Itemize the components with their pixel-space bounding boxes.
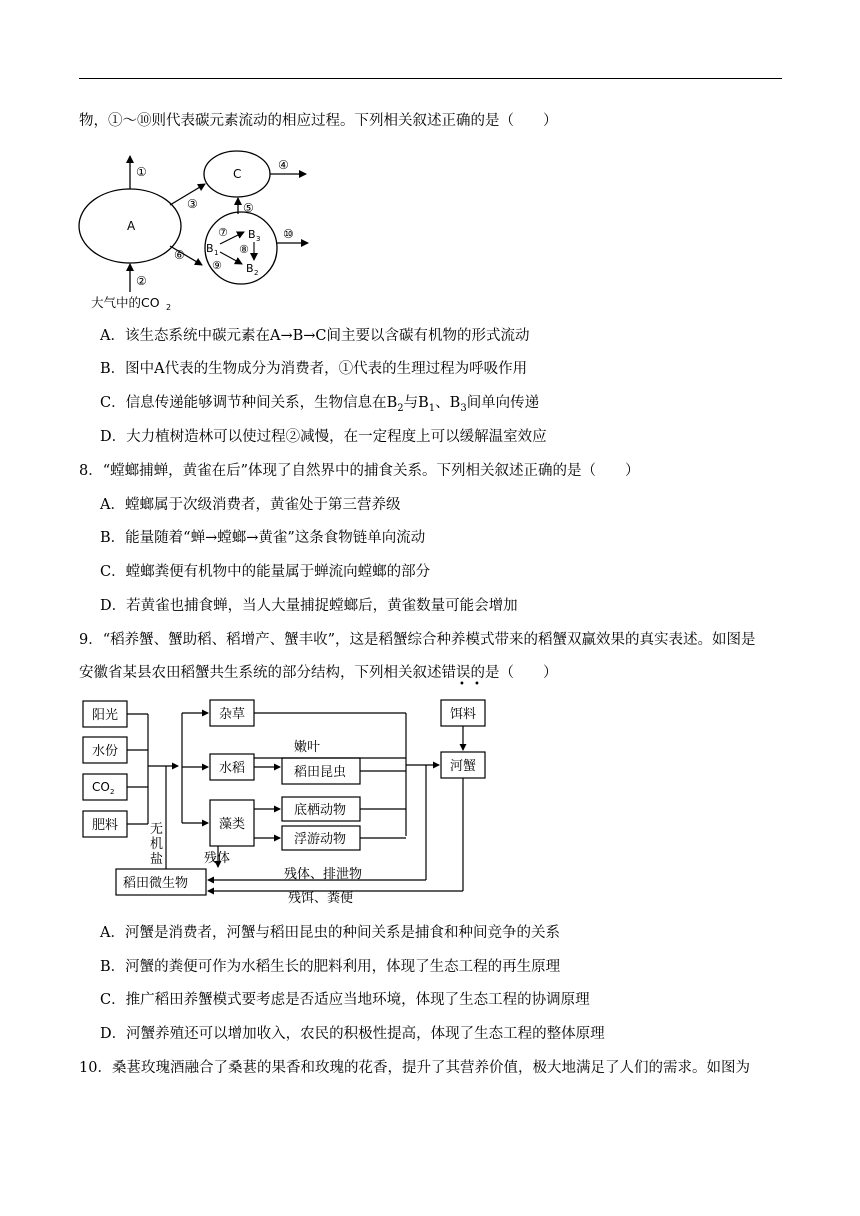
node-a-label: A bbox=[127, 219, 136, 233]
emphasis-dot: • bbox=[459, 679, 465, 690]
svg-text:2: 2 bbox=[166, 303, 172, 312]
q7-option-b: B．图中A代表的生物成分为消费者，①代表的生理过程为呼吸作用 bbox=[100, 361, 528, 377]
arrow-9-label: ⑨ bbox=[212, 259, 222, 272]
q9-option-d: D．河蟹养殖还可以增加收入，农民的积极性提高，体现了生态工程的整体原理 bbox=[100, 1026, 605, 1042]
benthic-animals-box: 底栖动物 bbox=[294, 803, 347, 818]
q7-intro: 物，①～⑩则代表碳元素流动的相应过程。下列相关叙述正确的是（ ） bbox=[79, 113, 558, 129]
rice-crab-system-diagram bbox=[78, 696, 508, 904]
arrow-3-label: ③ bbox=[187, 197, 198, 211]
q7-option-a: A．该生态系统中碳元素在A→B→C间主要以含碳有机物的形式流动 bbox=[100, 328, 530, 344]
microbes-box: 稻田微生物 bbox=[123, 876, 189, 891]
weeds-box: 杂草 bbox=[219, 707, 246, 722]
node-b1-label: B bbox=[206, 242, 214, 255]
q8-option-a: A．螳螂属于次级消费者，黄雀处于第三营养级 bbox=[100, 497, 401, 513]
node-b2-label: B bbox=[246, 262, 254, 275]
atmospheric-co2-label: 大气中的CO bbox=[91, 295, 160, 310]
water-box: 水份 bbox=[92, 744, 119, 759]
q8-stem: 8．“螳螂捕蝉，黄雀在后”体现了自然界中的捕食关系。下列相关叙述正确的是（ ） bbox=[79, 463, 640, 479]
emphasis-dot: • bbox=[474, 679, 480, 690]
q9-option-c: C．推广稻田养蟹模式要考虑是否适应当地环境，体现了生态工程的协调原理 bbox=[100, 992, 590, 1008]
q8-option-d: D．若黄雀也捕食蝉，当人大量捕捉螳螂后，黄雀数量可能会增加 bbox=[100, 598, 518, 614]
q9-stem-line2: 安徽省某县农田稻蟹共生系统的部分结构，下列相关叙述错误的是（ ） bbox=[79, 665, 558, 681]
q7-option-c: C．信息传递能够调节种间关系，生物信息在$B_2$与$B_1$、$B_3$间单向传递 bbox=[100, 395, 540, 414]
rice-box: 水稻 bbox=[219, 761, 246, 776]
node-b3-label: B bbox=[248, 228, 256, 241]
tender-leaves-label: 嫩叶 bbox=[294, 740, 321, 755]
algae-box: 藻类 bbox=[219, 817, 246, 832]
q8-option-b: B．能量随着“蝉→螳螂→黄雀”这条食物链单向流动 bbox=[100, 530, 426, 546]
feed-box: 饵料 bbox=[450, 707, 477, 722]
arrow-8-label: ⑧ bbox=[239, 243, 249, 256]
q9-stem-line1: 9．“稻养蟹、蟹助稻、稻增产、蟹丰收”，这是稻蟹综合种养模式带来的稻蟹双赢效果的真实表述。如图是 bbox=[79, 632, 756, 648]
arrow-5-label: ⑤ bbox=[243, 201, 254, 215]
rice-insects-box: 稻田昆虫 bbox=[294, 765, 347, 780]
fertilizer-box: 肥料 bbox=[92, 818, 119, 833]
arrow-10-label: ⑩ bbox=[283, 227, 294, 241]
node-c-label: C bbox=[233, 167, 242, 181]
arrow-2-label: ② bbox=[136, 274, 147, 288]
svg-text:机: 机 bbox=[150, 837, 164, 852]
arrow-1-label: ① bbox=[136, 165, 147, 179]
sunlight-box: 阳光 bbox=[92, 708, 119, 723]
arrow-4-label: ④ bbox=[278, 158, 289, 172]
carbon-cycle-diagram bbox=[78, 148, 338, 316]
remains-excreta-label: 残体、排泄物 bbox=[284, 867, 363, 882]
svg-text:盐: 盐 bbox=[150, 852, 164, 867]
remains-label: 残体 bbox=[204, 851, 231, 866]
q7-option-d: D．大力植树造林可以使过程②减慢，在一定程度上可以缓解温室效应 bbox=[100, 429, 547, 445]
crab-box: 河蟹 bbox=[450, 759, 477, 774]
q10-stem: 10．桑葚玫瑰酒融合了桑葚的果香和玫瑰的花香，提升了其营养价值，极大地满足了人们的需求。如图为 bbox=[79, 1060, 750, 1076]
bait-feces-label: 残饵、粪便 bbox=[288, 891, 354, 904]
svg-text:2: 2 bbox=[110, 788, 115, 796]
q9-option-b: B．河蟹的粪便可作为水稻生长的肥料利用，体现了生态工程的再生原理 bbox=[100, 959, 561, 975]
arrow-7-label: ⑦ bbox=[218, 226, 228, 239]
svg-text:1: 1 bbox=[214, 249, 219, 257]
svg-text:2: 2 bbox=[254, 269, 259, 277]
co2-box: CO bbox=[92, 780, 110, 794]
q8-option-c: C．螳螂粪便有机物中的能量属于蝉流向螳螂的部分 bbox=[100, 564, 431, 580]
inorganic-salt-label: 无 bbox=[150, 822, 164, 837]
svg-text:3: 3 bbox=[256, 235, 261, 243]
arrow-6-label: ⑥ bbox=[174, 248, 185, 262]
plankton-box: 浮游动物 bbox=[294, 832, 347, 847]
q9-option-a: A．河蟹是消费者，河蟹与稻田昆虫的种间关系是捕食和种间竞争的关系 bbox=[100, 925, 560, 941]
header-rule bbox=[79, 78, 782, 79]
